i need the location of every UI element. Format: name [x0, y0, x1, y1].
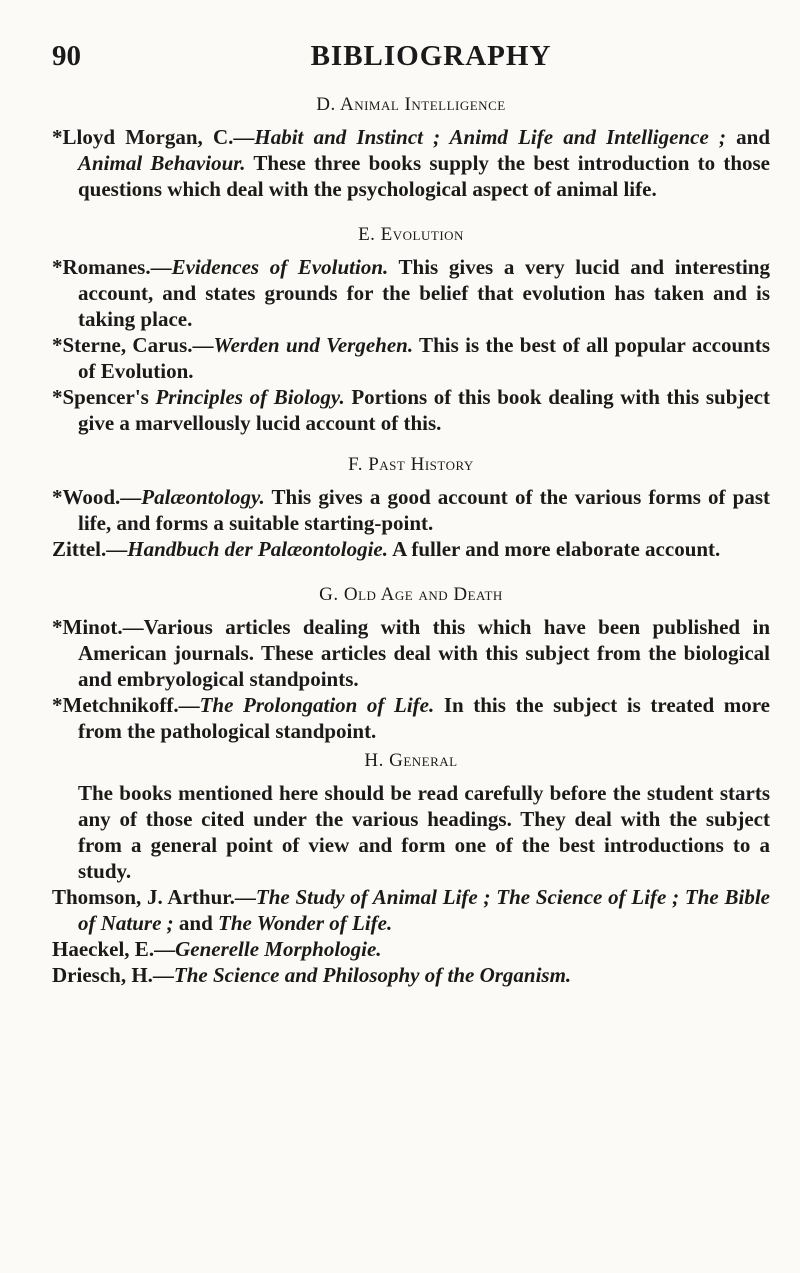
- section-intro: The books mentioned here should be read carefully before the student starts any of those cited under the various headings. They deal with the subject from a general point of view and form one of the best introductions to a study.: [78, 781, 770, 883]
- bibliography-entry: Zittel.—Handbuch der Palæontologie. A fuller and more elaborate account.: [52, 537, 721, 561]
- bibliography-entry: *Wood.—Palæontology. This gives a good account of the various forms of past life, and forms a suitable starting-point.: [52, 485, 770, 535]
- bibliography-entry: Driesch, H.—The Science and Philosophy of the Organism.: [52, 963, 572, 987]
- section-heading-evolution: E. Evolution: [358, 224, 464, 245]
- bibliography-entry: *Lloyd Morgan, C.—Habit and Instinct ; Animd Life and Intelligence ; and Animal Behaviour. These three books supply the best introduction to those questions which deal with the psychological aspect of animal life.: [52, 125, 771, 201]
- bibliography-entry: *Metchnikoff.—The Prolongation of Life. In this the subject is treated more from the pathological standpoint.: [52, 693, 770, 743]
- section-heading-animal-intelligence: D. Animal Intelligence: [316, 94, 506, 115]
- bibliography-entry: *Spencer's Principles of Biology. Portions of this book dealing with this subject give a marvellously lucid account of this.: [52, 385, 770, 435]
- bibliography-entry: *Minot.—Various articles dealing with this which have been published in American journals. These articles deal with this subject from the biological and embryological standpoints.: [52, 615, 770, 691]
- running-head: [52, 40, 770, 88]
- bibliography-entry: *Romanes.—Evidences of Evolution. This gives a very lucid and interesting account, and states grounds for the belief that evolution has taken and is taking place.: [52, 255, 770, 331]
- section-heading-past-history: F. Past History: [348, 454, 474, 475]
- section-heading-general: H. General: [364, 750, 458, 771]
- page-number: 90: [52, 40, 81, 72]
- running-title: BIBLIOGRAPHY: [310, 40, 552, 72]
- bibliography-entry: Haeckel, E.—Generelle Morphologie.: [52, 937, 382, 961]
- bibliography-entry: Thomson, J. Arthur.—The Study of Animal Life ; The Science of Life ; The Bible of Nature ; and The Wonder of Life.: [52, 885, 770, 935]
- bibliography-entry: *Sterne, Carus.—Werden und Vergehen. This is the best of all popular accounts of Evolution.: [52, 333, 770, 383]
- section-heading-old-age-and-death: G. Old Age and Death: [319, 584, 503, 605]
